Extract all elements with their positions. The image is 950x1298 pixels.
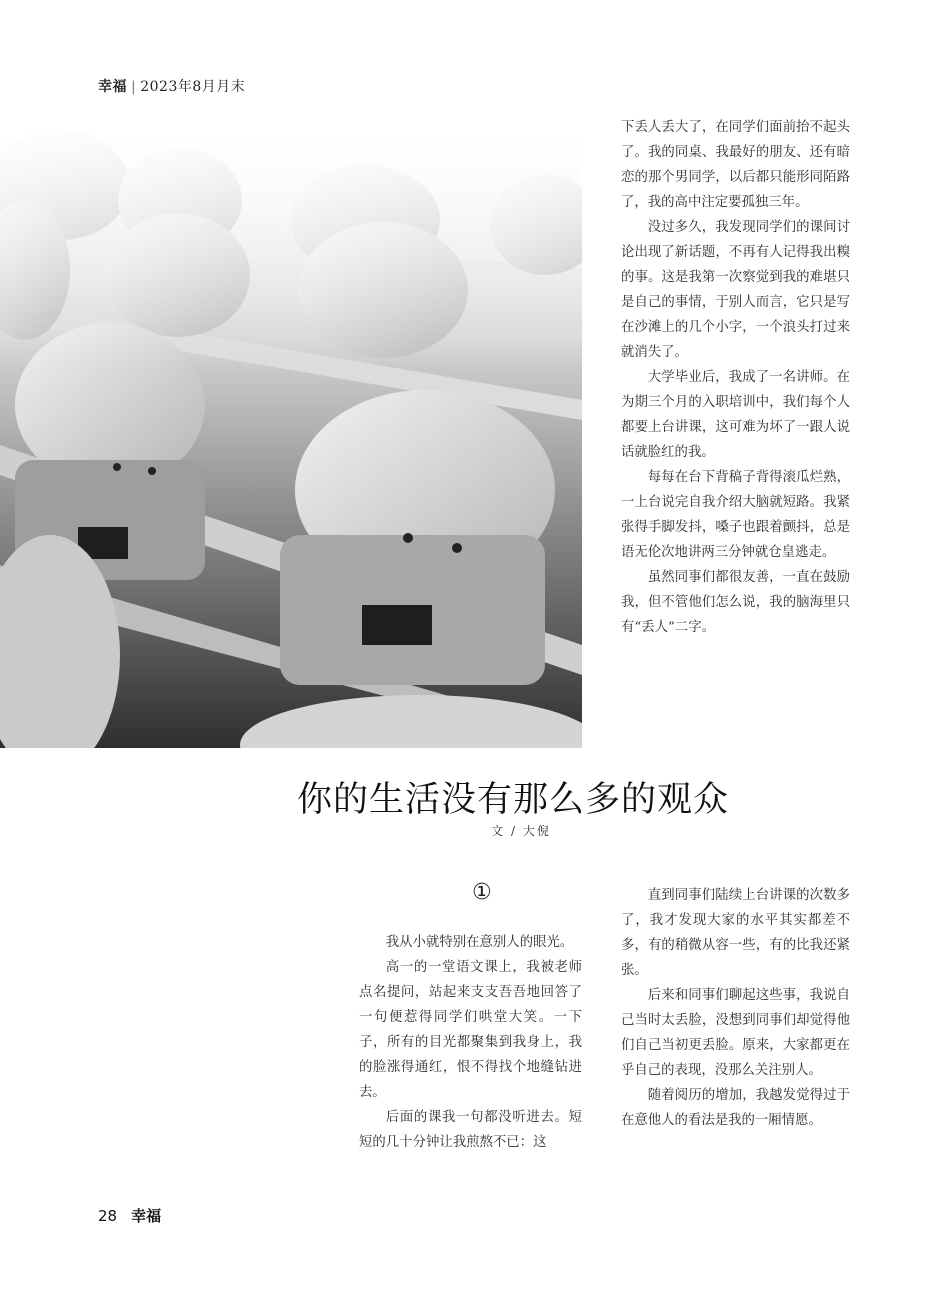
article-column-bottom-right xyxy=(621,883,850,1133)
paragraph: 没过多久，我发现同学们的课间讨论出现了新话题，不再有人记得我出糗的事。这是我第一次察觉到我的难堪只是自己的事情，于别人而言，它只是写在沙滩上的几个小字，一个浪头打过来就消失了。 xyxy=(621,220,850,360)
section-number: ① xyxy=(472,880,492,905)
running-header xyxy=(98,76,245,96)
header-separator: | xyxy=(131,79,137,95)
paragraph: 我从小就特别在意别人的眼光。 xyxy=(385,935,574,950)
page-number: 28 xyxy=(98,1207,118,1225)
paragraph: 高一的一堂语文课上，我被老师点名提问，站起来支支吾吾地回答了一句便惹得同学们哄堂大笑。一下子，所有的目光都聚集到我身上，我的脸涨得通红，恨不得找个地缝钻进去。 xyxy=(359,960,582,1100)
paragraph: 后面的课我一句都没听进去。短短的几十分钟让我煎熬不已：这 xyxy=(359,1110,582,1150)
lecture-hall-photo xyxy=(0,115,582,748)
article-byline: 文 / 大倪 xyxy=(491,824,551,838)
paragraph: 后来和同事们聊起这些事，我说自己当时太丢脸，没想到同事们却觉得他们自己当初更丢脸。原来，大家都更在乎自己的表现，没那么关注别人。 xyxy=(621,988,850,1078)
article-column-top-right xyxy=(621,115,850,640)
page-footer xyxy=(98,1205,161,1226)
footer-magazine-name: 幸福 xyxy=(131,1207,162,1225)
paragraph: 随着阅历的增加，我越发觉得过于在意他人的看法是我的一厢情愿。 xyxy=(621,1088,850,1128)
paragraph: 直到同事们陆续上台讲课的次数多了，我才发现大家的水平其实都差不多，有的稍微从容一些，有的比我还紧张。 xyxy=(621,888,850,978)
paragraph: 下丢人丢大了，在同学们面前抬不起头了。我的同桌、我最好的朋友、还有暗恋的那个男同学，以后都只能形同陌路了，我的高中注定要孤独三年。 xyxy=(621,120,850,210)
header-issue-date: 2023年8月月末 xyxy=(140,79,246,95)
paragraph: 每每在台下背稿子背得滚瓜烂熟，一上台说完自我介绍大脑就短路。我紧张得手脚发抖，嗓子也跟着颤抖，总是语无伦次地讲两三分钟就仓皇逃走。 xyxy=(621,470,850,560)
paragraph: 大学毕业后，我成了一名讲师。在为期三个月的入职培训中，我们每个人都要上台讲课，这可难为坏了一跟人说话就脸红的我。 xyxy=(621,370,850,460)
article-title: 你的生活没有那么多的观众 xyxy=(296,780,729,820)
paragraph: 虽然同事们都很友善，一直在鼓励我，但不管他们怎么说，我的脑海里只有“丢人”二字。 xyxy=(621,570,850,635)
article-column-bottom-left xyxy=(359,930,582,1155)
header-magazine-name: 幸福 xyxy=(98,79,127,95)
